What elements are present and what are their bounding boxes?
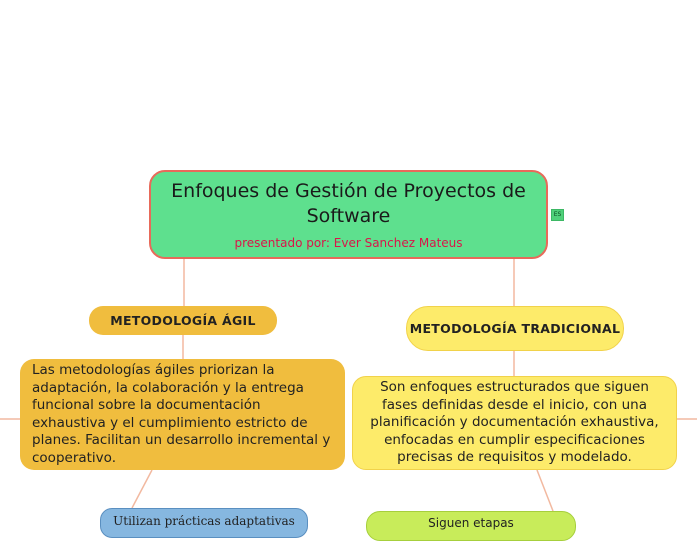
connector-traditional-child <box>537 470 553 511</box>
traditional-child-text: Siguen etapas <box>428 516 514 530</box>
traditional-description-text: Son enfoques estructurados que siguen fases definidas desde el inicio, con una planificación y documentación exhaustiva, enfocadas en cumplir especificaciones precisas de requisitos y modelado. <box>370 379 659 466</box>
agile-heading-label: METODOLOGÍA ÁGIL <box>110 313 256 328</box>
agile-child-node[interactable] <box>100 508 308 538</box>
agile-description-text: Las metodologías ágiles priorizan la adaptación, la colaboración y la entrega funcional sobre la documentación exhaustiva y el cumplimiento estricto de planes. Facilitan un desarrollo incremental y cooperativo. <box>32 362 331 466</box>
language-badge[interactable]: ES <box>551 209 564 221</box>
agile-description-node[interactable] <box>20 359 345 470</box>
traditional-child-node[interactable] <box>366 511 576 541</box>
traditional-heading-label: METODOLOGÍA TRADICIONAL <box>409 321 621 336</box>
traditional-heading-node[interactable] <box>406 306 624 351</box>
agile-child-text: Utilizan prácticas adaptativas <box>113 514 295 528</box>
root-subtitle: presentado por: Ever Sanchez Mateus <box>234 236 463 250</box>
connector-agile-child <box>132 470 152 508</box>
traditional-description-node[interactable] <box>352 376 677 470</box>
root-title: Enfoques de Gestión de Proyectos de Software <box>171 180 526 227</box>
root-topic-node[interactable] <box>149 170 548 259</box>
agile-heading-node[interactable] <box>89 306 277 335</box>
